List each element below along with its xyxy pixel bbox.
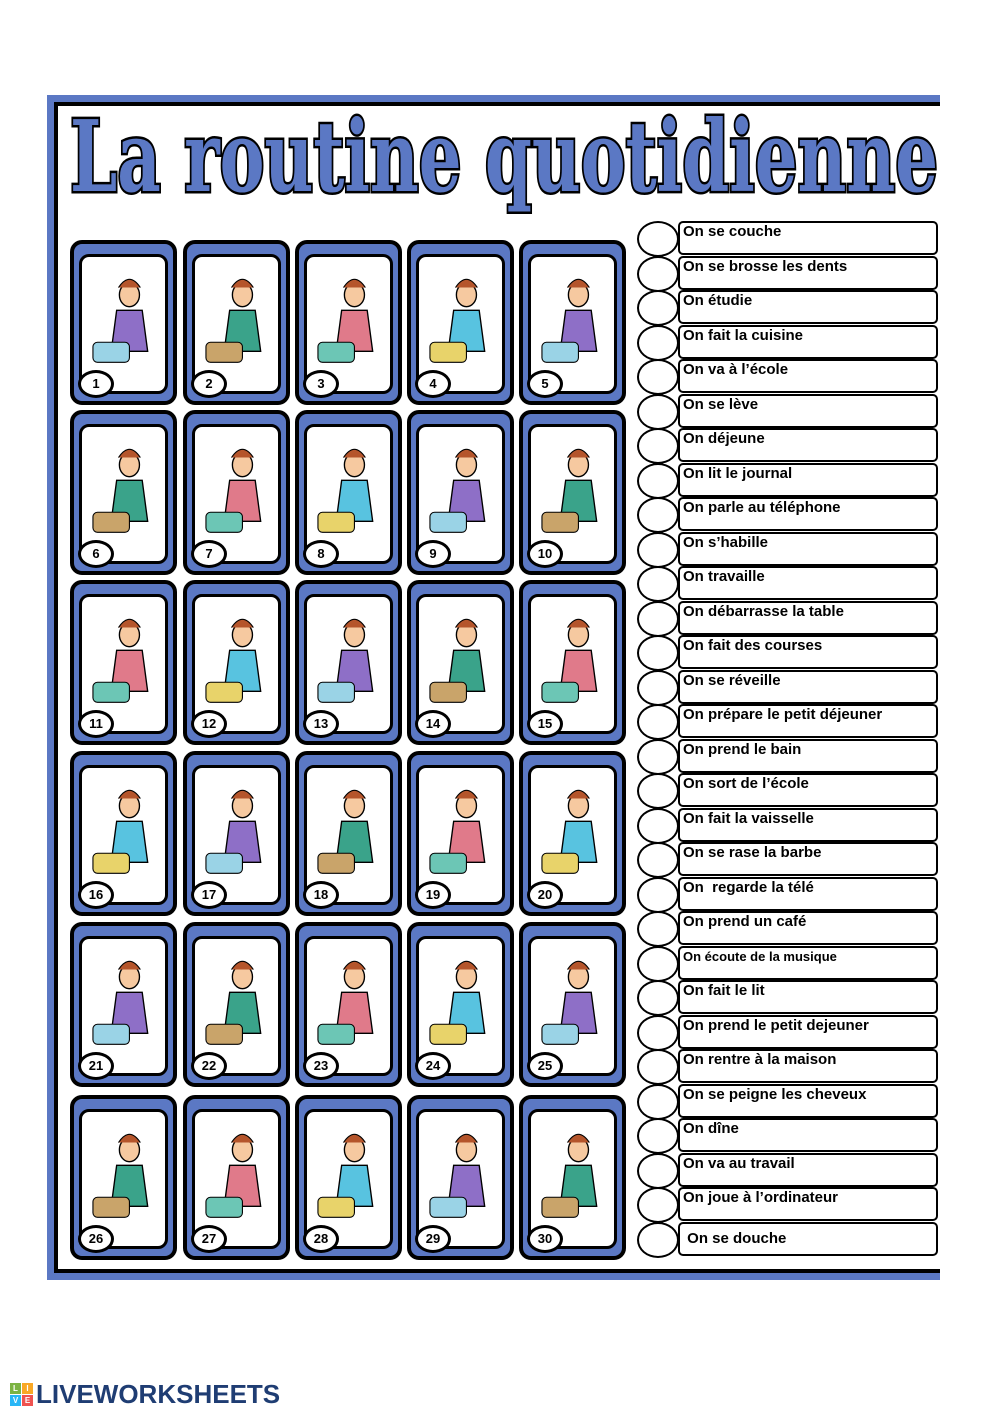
- phrase-label: On travaille: [678, 566, 938, 600]
- answer-circle[interactable]: [637, 463, 679, 499]
- answer-circle[interactable]: [637, 842, 679, 878]
- phrase-row: [637, 946, 935, 980]
- phrase-row: [637, 739, 935, 773]
- card-number: 28: [303, 1225, 339, 1253]
- card-number: 8: [303, 540, 339, 568]
- phrase-label: On sort de l’école: [678, 773, 938, 807]
- card-number: 30: [527, 1225, 563, 1253]
- answer-circle[interactable]: [637, 428, 679, 464]
- phrase-label: On dîne: [678, 1118, 938, 1152]
- answer-circle[interactable]: [637, 739, 679, 775]
- phrase-label: On prend le bain: [678, 739, 938, 773]
- answer-circle[interactable]: [637, 1118, 679, 1154]
- phrase-row: [637, 428, 935, 462]
- picture-card: [183, 1095, 290, 1260]
- phrase-row: [637, 773, 935, 807]
- picture-card: [70, 751, 177, 916]
- picture-card: [519, 580, 626, 745]
- phrase-row: [637, 980, 935, 1014]
- card-number: 6: [78, 540, 114, 568]
- card-number: 14: [415, 710, 451, 738]
- phrase-row: [637, 463, 935, 497]
- answer-circle[interactable]: [637, 325, 679, 361]
- phrase-label: On fait la cuisine: [678, 325, 938, 359]
- answer-circle[interactable]: [637, 497, 679, 533]
- card-number: 1: [78, 370, 114, 398]
- answer-circle[interactable]: [637, 1049, 679, 1085]
- phrase-label: On prépare le petit déjeuner: [678, 704, 938, 738]
- phrase-row: [637, 808, 935, 842]
- phrase-label: On prend le petit dejeuner: [678, 1015, 938, 1049]
- phrase-row: [637, 911, 935, 945]
- answer-circle[interactable]: [637, 1084, 679, 1120]
- phrase-label: On se brosse les dents: [678, 256, 938, 290]
- card-number: 25: [527, 1052, 563, 1080]
- answer-circle[interactable]: [637, 1153, 679, 1189]
- logo-icon: [10, 1383, 33, 1406]
- phrase-label: On se lève: [678, 394, 938, 428]
- phrase-row: [637, 325, 935, 359]
- card-number: 9: [415, 540, 451, 568]
- picture-card: [295, 240, 402, 405]
- phrase-label: On se couche: [678, 221, 938, 255]
- phrase-row: [637, 1187, 935, 1221]
- phrase-label: On va au travail: [678, 1153, 938, 1187]
- answer-circle[interactable]: [637, 980, 679, 1016]
- phrase-label: On rentre à la maison: [678, 1049, 938, 1083]
- card-number: 17: [191, 881, 227, 909]
- card-number: 11: [78, 710, 114, 738]
- card-number: 10: [527, 540, 563, 568]
- phrase-row: [637, 394, 935, 428]
- picture-card: [519, 751, 626, 916]
- phrase-row: [637, 566, 935, 600]
- card-number: 5: [527, 370, 563, 398]
- picture-card: [295, 410, 402, 575]
- picture-card: [183, 240, 290, 405]
- phrase-label: On parle au téléphone: [678, 497, 938, 531]
- picture-card: [407, 1095, 514, 1260]
- phrase-row: [637, 842, 935, 876]
- logo-letter: L: [10, 1383, 21, 1394]
- card-number: 4: [415, 370, 451, 398]
- answer-circle[interactable]: [637, 1187, 679, 1223]
- picture-card: [70, 1095, 177, 1260]
- card-number: 27: [191, 1225, 227, 1253]
- answer-circle[interactable]: [637, 394, 679, 430]
- phrase-row: [637, 1222, 935, 1256]
- card-number: 26: [78, 1225, 114, 1253]
- logo-text: LIVEWORKSHEETS: [36, 1378, 281, 1409]
- picture-card: [519, 240, 626, 405]
- picture-card: [183, 580, 290, 745]
- answer-circle[interactable]: [637, 359, 679, 395]
- picture-card: [519, 410, 626, 575]
- phrase-label: On s’habille: [678, 532, 938, 566]
- phrase-label: On étudie: [678, 290, 938, 324]
- picture-card: [295, 1095, 402, 1260]
- picture-card: [407, 410, 514, 575]
- picture-card: [70, 240, 177, 405]
- answer-circle[interactable]: [637, 911, 679, 947]
- answer-circle[interactable]: [637, 1222, 679, 1258]
- card-number: 21: [78, 1052, 114, 1080]
- phrase-row: [637, 704, 935, 738]
- picture-card: [407, 751, 514, 916]
- answer-circle[interactable]: [637, 670, 679, 706]
- card-number: 22: [191, 1052, 227, 1080]
- phrase-label: On se rase la barbe: [678, 842, 938, 876]
- answer-circle[interactable]: [637, 808, 679, 844]
- card-number: 23: [303, 1052, 339, 1080]
- card-number: 18: [303, 881, 339, 909]
- phrase-label: On débarrasse la table: [678, 601, 938, 635]
- title-text: La routine quotidienne: [70, 100, 939, 215]
- card-number: 13: [303, 710, 339, 738]
- answer-circle[interactable]: [637, 566, 679, 602]
- picture-card: [70, 410, 177, 575]
- card-number: 24: [415, 1052, 451, 1080]
- answer-circle[interactable]: [637, 877, 679, 913]
- phrase-row: [637, 497, 935, 531]
- card-number: 15: [527, 710, 563, 738]
- answer-circle[interactable]: [637, 601, 679, 637]
- phrase-row: [637, 670, 935, 704]
- answer-circle[interactable]: [637, 221, 679, 257]
- phrase-label: On se peigne les cheveux: [678, 1084, 938, 1118]
- picture-card: [519, 1095, 626, 1260]
- picture-card: [295, 922, 402, 1087]
- picture-card: [183, 410, 290, 575]
- card-number: 29: [415, 1225, 451, 1253]
- phrase-label: On fait des courses: [678, 635, 938, 669]
- phrase-label: On lit le journal: [678, 463, 938, 497]
- phrase-row: [637, 1015, 935, 1049]
- picture-card: [407, 580, 514, 745]
- phrase-label: On regarde la télé: [678, 877, 938, 911]
- answer-circle[interactable]: [637, 635, 679, 671]
- picture-card: [295, 751, 402, 916]
- phrase-row: [637, 1049, 935, 1083]
- answer-circle[interactable]: [637, 946, 679, 982]
- card-number: 12: [191, 710, 227, 738]
- logo-letter: E: [22, 1395, 33, 1406]
- phrase-row: [637, 290, 935, 324]
- phrase-label: On va à l’école: [678, 359, 938, 393]
- card-number: 7: [191, 540, 227, 568]
- picture-card: [519, 922, 626, 1087]
- picture-card: [70, 922, 177, 1087]
- phrase-label: On se réveille: [678, 670, 938, 704]
- picture-card: [183, 922, 290, 1087]
- phrase-row: [637, 1084, 935, 1118]
- phrase-label: On déjeune: [678, 428, 938, 462]
- phrase-row: [637, 1118, 935, 1152]
- logo-letter: V: [10, 1395, 21, 1406]
- picture-card: [407, 240, 514, 405]
- picture-card: [70, 580, 177, 745]
- phrase-label: On prend un café: [678, 911, 938, 945]
- phrase-label: On écoute de la musique: [678, 946, 938, 980]
- worksheet-title: [66, 98, 946, 216]
- phrase-label: On se douche: [678, 1222, 938, 1256]
- answer-circle[interactable]: [637, 256, 679, 292]
- liveworksheets-logo: [10, 1378, 281, 1409]
- picture-card: [183, 751, 290, 916]
- card-number: 3: [303, 370, 339, 398]
- phrase-row: [637, 1153, 935, 1187]
- card-number: 2: [191, 370, 227, 398]
- card-number: 20: [527, 881, 563, 909]
- phrase-row: [637, 532, 935, 566]
- answer-circle[interactable]: [637, 290, 679, 326]
- card-number: 16: [78, 881, 114, 909]
- phrase-label: On fait le lit: [678, 980, 938, 1014]
- phrase-row: [637, 221, 935, 255]
- phrase-row: [637, 256, 935, 290]
- phrase-row: [637, 877, 935, 911]
- picture-card: [295, 580, 402, 745]
- phrase-label: On joue à l’ordinateur: [678, 1187, 938, 1221]
- card-number: 19: [415, 881, 451, 909]
- answer-circle[interactable]: [637, 704, 679, 740]
- phrase-row: [637, 601, 935, 635]
- phrase-row: [637, 359, 935, 393]
- answer-circle[interactable]: [637, 1015, 679, 1051]
- answer-circle[interactable]: [637, 773, 679, 809]
- logo-letter: I: [22, 1383, 33, 1394]
- phrase-label: On fait la vaisselle: [678, 808, 938, 842]
- answer-circle[interactable]: [637, 532, 679, 568]
- picture-card: [407, 922, 514, 1087]
- phrase-row: [637, 635, 935, 669]
